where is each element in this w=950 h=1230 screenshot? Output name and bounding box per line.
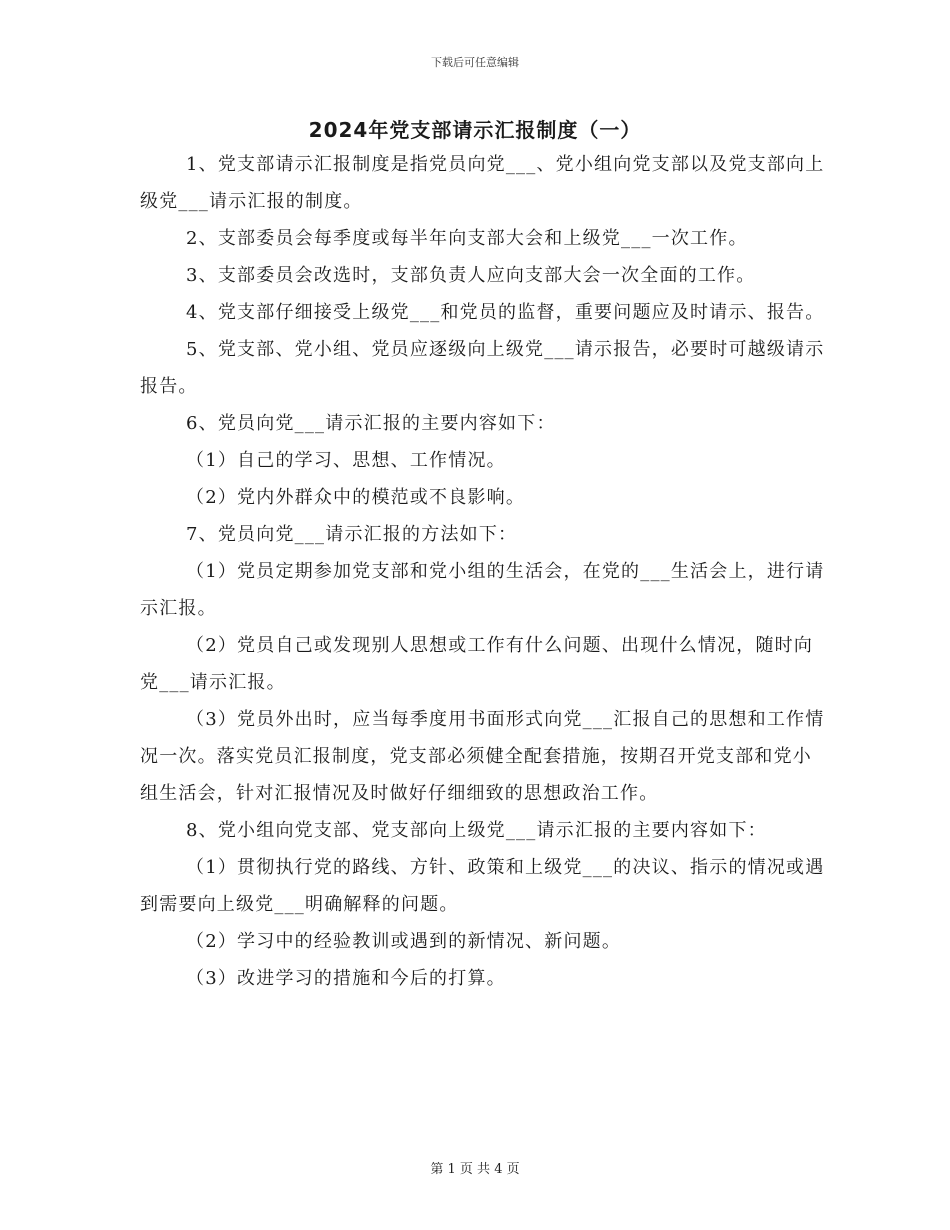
document-title: 2024年党支部请示汇报制度（一） bbox=[308, 118, 642, 142]
paragraph-8: 8、党小组向党支部、党支部向上级党___请示汇报的主要内容如下： bbox=[186, 820, 767, 841]
paragraph-6: 6、党员向党___请示汇报的主要内容如下： bbox=[186, 413, 556, 434]
paragraph-1: 1、党支部请示汇报制度是指党员向党___、党小组向党支部以及党支部向上级党___请示汇报的制度。 bbox=[140, 154, 825, 212]
paragraph-7: 7、党员向党___请示汇报的方法如下： bbox=[186, 524, 518, 545]
paragraph-5: 5、党支部、党小组、党员应逐级向上级党___请示报告，必要时可越级请示报告。 bbox=[140, 339, 825, 397]
page-number: 第 1 页 共 4 页 bbox=[430, 1162, 520, 1177]
paragraph-6-item-1: （1）自己的学习、思想、工作情况。 bbox=[186, 450, 506, 471]
paragraph-4: 4、党支部仔细接受上级党___和党员的监督，重要问题应及时请示、报告。 bbox=[186, 302, 825, 323]
paragraph-8-item-1: （1）贯彻执行党的路线、方针、政策和上级党___的决议、指示的情况或遇到需要向上级党___明确解释的问题。 bbox=[140, 857, 825, 915]
paragraph-2: 2、支部委员会每季度或每半年向支部大会和上级党___一次工作。 bbox=[186, 228, 748, 249]
paragraph-3: 3、支部委员会改选时，支部负责人应向支部大会一次全面的工作。 bbox=[186, 265, 756, 286]
paragraph-6-item-2: （2）党内外群众中的模范或不良影响。 bbox=[186, 487, 526, 508]
page-header-note: 下载后可任意编辑 bbox=[431, 56, 519, 69]
paragraph-7-item-2: （2）党员自己或发现别人思想或工作有什么问题、出现什么情况，随时向党___请示汇报。 bbox=[140, 635, 814, 693]
document-body bbox=[140, 146, 830, 997]
paragraph-8-item-3: （3）改进学习的措施和今后的打算。 bbox=[186, 968, 506, 989]
paragraph-8-item-2: （2）学习中的经验教训或遇到的新情况、新问题。 bbox=[186, 931, 622, 952]
paragraph-7-item-3: （3）党员外出时，应当每季度用书面形式向党___汇报自己的思想和工作情况一次。落实党员汇报制度，党支部必须健全配套措施，按期召开党支部和党小组生活会，针对汇报情况及时做好仔细细致的思想政治工作。 bbox=[140, 709, 825, 804]
paragraph-7-item-1: （1）党员定期参加党支部和党小组的生活会，在党的___生活会上，进行请示汇报。 bbox=[140, 561, 825, 619]
